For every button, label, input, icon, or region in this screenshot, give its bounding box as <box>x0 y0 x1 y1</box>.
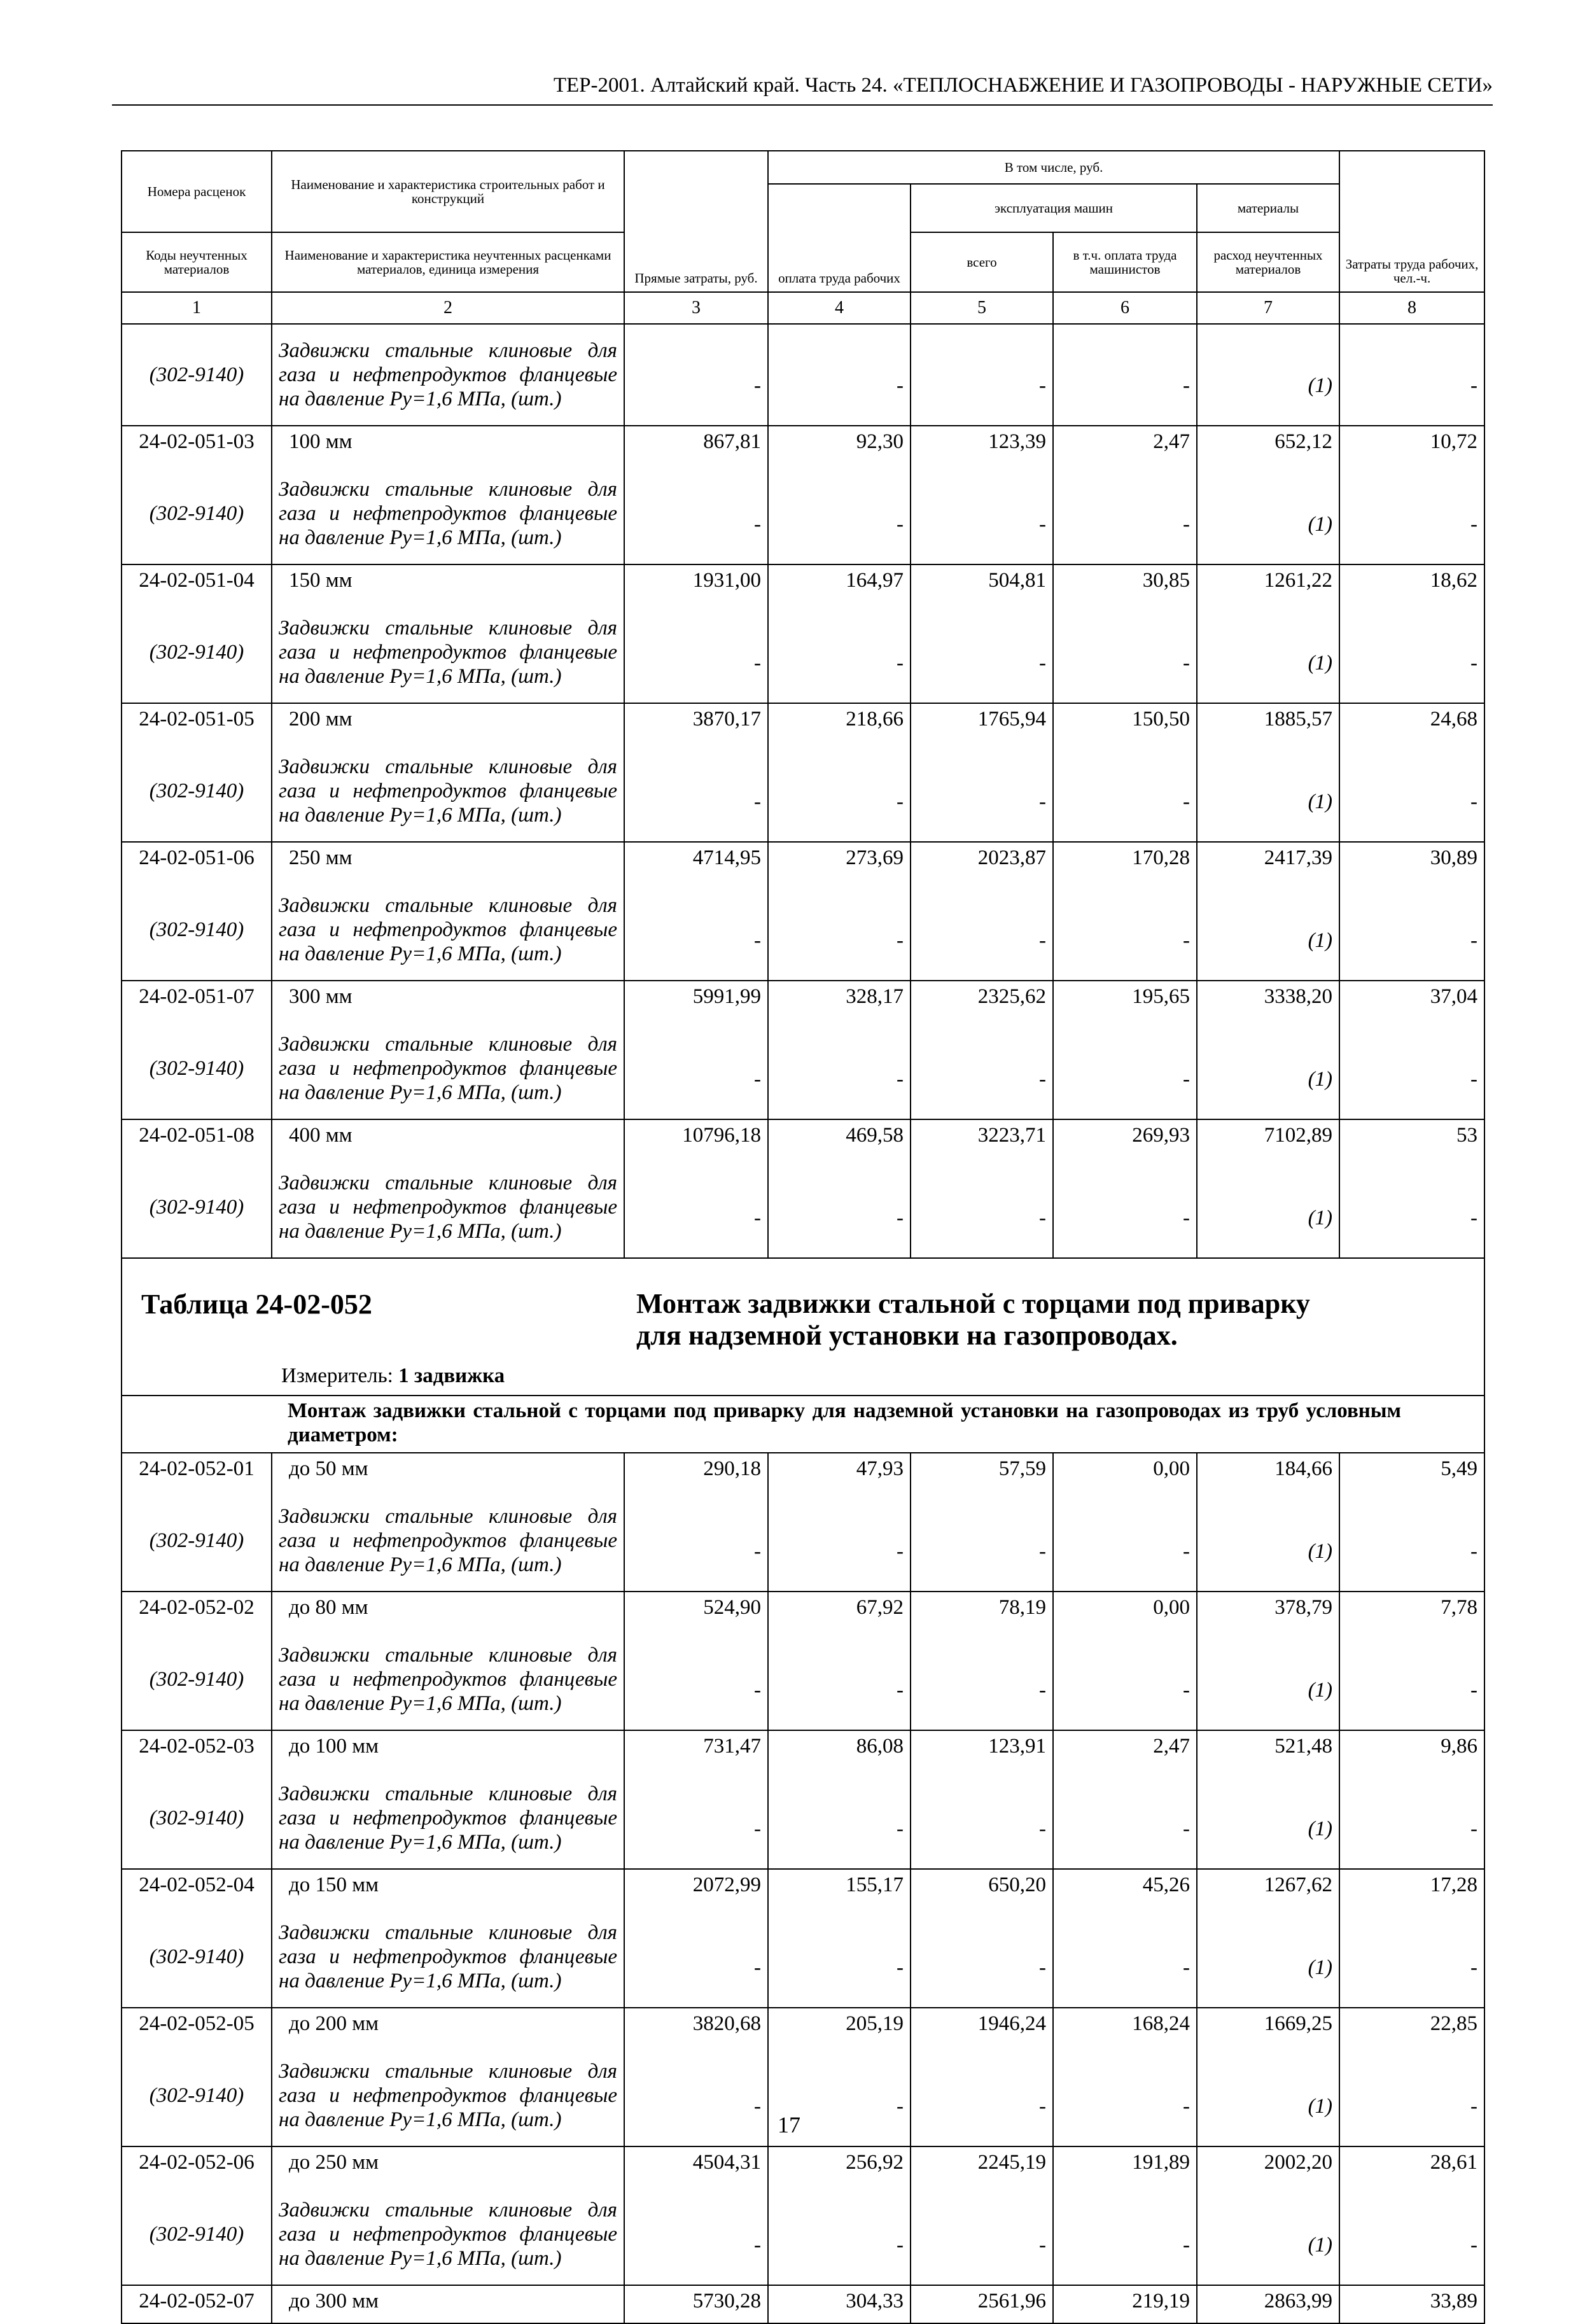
price-row <box>122 1592 1484 1629</box>
labor-hours: 18,62 <box>1339 564 1484 602</box>
material-value: - <box>768 463 911 564</box>
column-number: 7 <box>1197 292 1339 324</box>
material-name: Задвижки стальные клиновые для газа и нефтепродуктов фланцевые на давление Ру=1,6 МПа, (шт.) <box>272 1768 624 1869</box>
material-value: - <box>911 602 1053 703</box>
col1-bottom-header: Коды неучтенных материалов <box>122 232 272 292</box>
labor-hours: 10,72 <box>1339 426 1484 463</box>
materials-cost: 1669,25 <box>1197 2008 1339 2045</box>
machines-header: эксплуатация машин <box>911 184 1197 232</box>
material-qty: (1) <box>1197 463 1339 564</box>
machines-total: 1946,24 <box>911 2008 1053 2045</box>
price-code: 24-02-051-06 <box>122 842 272 879</box>
price-row <box>122 1119 1484 1157</box>
material-value: - <box>768 741 911 842</box>
labor-pay: 328,17 <box>768 981 911 1018</box>
operators-pay: 191,89 <box>1053 2146 1197 2184</box>
material-value: - <box>1053 463 1197 564</box>
column-number: 3 <box>624 292 768 324</box>
material-value: - <box>624 1018 768 1119</box>
material-value: - <box>1053 741 1197 842</box>
labor-pay: 92,30 <box>768 426 911 463</box>
price-code: 24-02-052-03 <box>122 1730 272 1768</box>
direct-costs: 3870,17 <box>624 703 768 741</box>
material-value: - <box>1053 1157 1197 1258</box>
labor-hours: 17,28 <box>1339 1869 1484 1907</box>
operators-pay: 0,00 <box>1053 1453 1197 1490</box>
operators-pay: 2,47 <box>1053 426 1197 463</box>
material-value: - <box>911 879 1053 981</box>
col8-header: Затраты труда рабочих, чел.-ч. <box>1339 151 1484 292</box>
material-value: - <box>768 324 911 426</box>
machines-total: 2245,19 <box>911 2146 1053 2184</box>
materials-cost: 652,12 <box>1197 426 1339 463</box>
column-number: 4 <box>768 292 911 324</box>
material-name: Задвижки стальные клиновые для газа и нефтепродуктов фланцевые на давление Ру=1,6 МПа, (шт.) <box>272 2045 624 2146</box>
labor-pay: 304,33 <box>768 2285 911 2323</box>
price-row <box>122 426 1484 463</box>
materials-cost: 1261,22 <box>1197 564 1339 602</box>
material-value: - <box>768 879 911 981</box>
column-numbers-row <box>122 292 1484 324</box>
direct-costs: 5991,99 <box>624 981 768 1018</box>
material-value: - <box>1053 2184 1197 2285</box>
material-value: - <box>768 2184 911 2285</box>
column-number: 1 <box>122 292 272 324</box>
page-number: 17 <box>778 2112 800 2138</box>
material-code: (302-9140) <box>122 1018 272 1119</box>
materials-cost: 1885,57 <box>1197 703 1339 741</box>
materials-cost: 2863,99 <box>1197 2285 1339 2323</box>
direct-costs: 867,81 <box>624 426 768 463</box>
material-code: (302-9140) <box>122 2045 272 2146</box>
machines-total: 650,20 <box>911 1869 1053 1907</box>
material-value: - <box>911 2045 1053 2146</box>
price-code: 24-02-052-05 <box>122 2008 272 2045</box>
price-name: 400 мм <box>272 1119 624 1157</box>
price-code: 24-02-051-03 <box>122 426 272 463</box>
material-code: (302-9140) <box>122 1768 272 1869</box>
table-title-line: Монтаж задвижки стальной с торцами под приварку <box>636 1288 1310 1319</box>
material-value: - <box>624 741 768 842</box>
material-row <box>122 1907 1484 2008</box>
machines-total: 504,81 <box>911 564 1053 602</box>
operators-pay: 30,85 <box>1053 564 1197 602</box>
operators-pay: 195,65 <box>1053 981 1197 1018</box>
material-row <box>122 2184 1484 2285</box>
material-code: (302-9140) <box>122 463 272 564</box>
price-name: до 200 мм <box>272 2008 624 2045</box>
price-row <box>122 842 1484 879</box>
labor-hours: 5,49 <box>1339 1453 1484 1490</box>
labor-pay: 164,97 <box>768 564 911 602</box>
material-value: - <box>1053 1907 1197 2008</box>
material-value: - <box>768 2045 911 2146</box>
price-code: 24-02-052-02 <box>122 1592 272 1629</box>
material-name: Задвижки стальные клиновые для газа и нефтепродуктов фланцевые на давление Ру=1,6 МПа, (шт.) <box>272 324 624 426</box>
material-qty: (1) <box>1197 1907 1339 2008</box>
material-qty: (1) <box>1197 2045 1339 2146</box>
material-value: - <box>1339 879 1484 981</box>
table-title-line: для надземной установки на газопроводах. <box>636 1320 1178 1351</box>
material-value: - <box>911 1490 1053 1592</box>
direct-costs: 524,90 <box>624 1592 768 1629</box>
material-code: (302-9140) <box>122 1490 272 1592</box>
machines-total: 3223,71 <box>911 1119 1053 1157</box>
col5-header: всего <box>911 232 1053 292</box>
labor-hours: 7,78 <box>1339 1592 1484 1629</box>
material-qty: (1) <box>1197 879 1339 981</box>
material-value: - <box>1053 1629 1197 1730</box>
material-qty: (1) <box>1197 324 1339 426</box>
labor-pay: 273,69 <box>768 842 911 879</box>
column-number: 5 <box>911 292 1053 324</box>
material-row <box>122 1157 1484 1258</box>
price-row <box>122 1730 1484 1768</box>
material-qty: (1) <box>1197 1768 1339 1869</box>
price-row <box>122 703 1484 741</box>
material-value: - <box>768 1490 911 1592</box>
price-code: 24-02-051-04 <box>122 564 272 602</box>
price-name: 200 мм <box>272 703 624 741</box>
material-value: - <box>1339 1490 1484 1592</box>
machines-total: 78,19 <box>911 1592 1053 1629</box>
labor-pay: 469,58 <box>768 1119 911 1157</box>
labor-pay: 218,66 <box>768 703 911 741</box>
material-value: - <box>911 1018 1053 1119</box>
material-value: - <box>1053 2045 1197 2146</box>
material-code: (302-9140) <box>122 602 272 703</box>
material-value: - <box>1339 1018 1484 1119</box>
material-code: (302-9140) <box>122 324 272 426</box>
material-name: Задвижки стальные клиновые для газа и нефтепродуктов фланцевые на давление Ру=1,6 МПа, (шт.) <box>272 2184 624 2285</box>
material-value: - <box>768 1018 911 1119</box>
direct-costs: 10796,18 <box>624 1119 768 1157</box>
material-value: - <box>911 2184 1053 2285</box>
material-row <box>122 1768 1484 1869</box>
operators-pay: 0,00 <box>1053 1592 1197 1629</box>
price-name: до 100 мм <box>272 1730 624 1768</box>
labor-hours: 22,85 <box>1339 2008 1484 2045</box>
labor-hours: 30,89 <box>1339 842 1484 879</box>
material-value: - <box>1339 741 1484 842</box>
labor-pay: 256,92 <box>768 2146 911 2184</box>
materials-cost: 1267,62 <box>1197 1869 1339 1907</box>
material-row <box>122 1629 1484 1730</box>
material-name: Задвижки стальные клиновые для газа и нефтепродуктов фланцевые на давление Ру=1,6 МПа, (шт.) <box>272 1629 624 1730</box>
material-qty: (1) <box>1197 1157 1339 1258</box>
direct-costs: 4504,31 <box>624 2146 768 2184</box>
material-value: - <box>624 324 768 426</box>
including-header: В том числе, руб. <box>768 151 1339 184</box>
material-value: - <box>624 1907 768 2008</box>
labor-pay: 155,17 <box>768 1869 911 1907</box>
material-value: - <box>768 1768 911 1869</box>
materials-cost: 3338,20 <box>1197 981 1339 1018</box>
material-row <box>122 324 1484 426</box>
material-value: - <box>768 1629 911 1730</box>
material-value: - <box>624 1768 768 1869</box>
col1-top-header: Номера расценок <box>122 151 272 232</box>
material-row <box>122 1018 1484 1119</box>
measure <box>281 1364 505 1388</box>
material-value: - <box>768 1907 911 2008</box>
price-code: 24-02-052-07 <box>122 2285 272 2323</box>
material-code: (302-9140) <box>122 1629 272 1730</box>
material-value: - <box>1339 1157 1484 1258</box>
material-qty: (1) <box>1197 741 1339 842</box>
operators-pay: 45,26 <box>1053 1869 1197 1907</box>
material-name: Задвижки стальные клиновые для газа и нефтепродуктов фланцевые на давление Ру=1,6 МПа, (шт.) <box>272 1018 624 1119</box>
material-value: - <box>1053 1768 1197 1869</box>
col4-header: оплата труда рабочих <box>768 184 911 292</box>
col2-bottom-header: Наименование и характеристика неучтенных расценками материалов, единица измерения <box>272 232 624 292</box>
material-name: Задвижки стальные клиновые для газа и нефтепродуктов фланцевые на давление Ру=1,6 МПа, (шт.) <box>272 463 624 564</box>
operators-pay: 2,47 <box>1053 1730 1197 1768</box>
price-name: 100 мм <box>272 426 624 463</box>
material-code: (302-9140) <box>122 1907 272 2008</box>
machines-total: 2561,96 <box>911 2285 1053 2323</box>
price-row <box>122 1453 1484 1490</box>
group-header-row <box>122 1396 1484 1453</box>
material-value: - <box>624 602 768 703</box>
price-row <box>122 564 1484 602</box>
operators-pay: 269,93 <box>1053 1119 1197 1157</box>
material-value: - <box>911 1768 1053 1869</box>
materials-header: материалы <box>1197 184 1339 232</box>
material-value: - <box>1053 879 1197 981</box>
operators-pay: 150,50 <box>1053 703 1197 741</box>
labor-pay: 86,08 <box>768 1730 911 1768</box>
material-value: - <box>911 463 1053 564</box>
price-row <box>122 2008 1484 2045</box>
labor-hours: 37,04 <box>1339 981 1484 1018</box>
price-name: до 250 мм <box>272 2146 624 2184</box>
machines-total: 2023,87 <box>911 842 1053 879</box>
direct-costs: 3820,68 <box>624 2008 768 2045</box>
material-row <box>122 463 1484 564</box>
price-name: 250 мм <box>272 842 624 879</box>
direct-costs: 4714,95 <box>624 842 768 879</box>
price-name: до 300 мм <box>272 2285 624 2323</box>
material-value: - <box>768 602 911 703</box>
material-row <box>122 602 1484 703</box>
material-value: - <box>1339 324 1484 426</box>
machines-total: 57,59 <box>911 1453 1053 1490</box>
material-qty: (1) <box>1197 2184 1339 2285</box>
material-qty: (1) <box>1197 1490 1339 1592</box>
material-value: - <box>911 741 1053 842</box>
materials-cost: 2002,20 <box>1197 2146 1339 2184</box>
material-value: - <box>1339 1907 1484 2008</box>
material-row <box>122 1490 1484 1592</box>
material-value: - <box>1339 463 1484 564</box>
materials-cost: 2417,39 <box>1197 842 1339 879</box>
table-title <box>636 1288 1310 1352</box>
price-name: 150 мм <box>272 564 624 602</box>
material-value: - <box>911 1629 1053 1730</box>
labor-hours: 53 <box>1339 1119 1484 1157</box>
table-title-row <box>122 1258 1484 1396</box>
price-name: 300 мм <box>272 981 624 1018</box>
material-name: Задвижки стальные клиновые для газа и нефтепродуктов фланцевые на давление Ру=1,6 МПа, (шт.) <box>272 741 624 842</box>
labor-hours: 28,61 <box>1339 2146 1484 2184</box>
material-name: Задвижки стальные клиновые для газа и нефтепродуктов фланцевые на давление Ру=1,6 МПа, (шт.) <box>272 602 624 703</box>
material-value: - <box>911 1907 1053 2008</box>
machines-total: 2325,62 <box>911 981 1053 1018</box>
material-value: - <box>1339 602 1484 703</box>
machines-total: 1765,94 <box>911 703 1053 741</box>
operators-pay: 219,19 <box>1053 2285 1197 2323</box>
material-value: - <box>1053 1490 1197 1592</box>
materials-cost: 184,66 <box>1197 1453 1339 1490</box>
labor-pay: 67,92 <box>768 1592 911 1629</box>
material-value: - <box>768 1157 911 1258</box>
material-value: - <box>624 1490 768 1592</box>
price-table <box>121 150 1485 2324</box>
material-value: - <box>1339 1768 1484 1869</box>
measure-prefix: Измеритель: <box>281 1364 393 1387</box>
material-row <box>122 879 1484 981</box>
operators-pay: 168,24 <box>1053 2008 1197 2045</box>
price-code: 24-02-052-04 <box>122 1869 272 1907</box>
material-qty: (1) <box>1197 1018 1339 1119</box>
material-qty: (1) <box>1197 602 1339 703</box>
material-code: (302-9140) <box>122 2184 272 2285</box>
material-name: Задвижки стальные клиновые для газа и нефтепродуктов фланцевые на давление Ру=1,6 МПа, (шт.) <box>272 1907 624 2008</box>
running-header: ТЕР-2001. Алтайский край. Часть 24. «ТЕПЛОСНАБЖЕНИЕ И ГАЗОПРОВОДЫ - НАРУЖНЫЕ СЕТИ» <box>112 66 1493 106</box>
price-row <box>122 2285 1484 2323</box>
material-value: - <box>624 2184 768 2285</box>
material-value: - <box>1053 1018 1197 1119</box>
operators-pay: 170,28 <box>1053 842 1197 879</box>
price-row <box>122 981 1484 1018</box>
material-value: - <box>624 879 768 981</box>
col3-header: Прямые затраты, руб. <box>624 151 768 292</box>
direct-costs: 1931,00 <box>624 564 768 602</box>
col2-top-header: Наименование и характеристика строительных работ и конструкций <box>272 151 624 232</box>
price-code: 24-02-051-05 <box>122 703 272 741</box>
price-row <box>122 2146 1484 2184</box>
price-code: 24-02-051-07 <box>122 981 272 1018</box>
price-row <box>122 1869 1484 1907</box>
material-value: - <box>1053 602 1197 703</box>
material-qty: (1) <box>1197 1629 1339 1730</box>
machines-total: 123,91 <box>911 1730 1053 1768</box>
material-value: - <box>911 324 1053 426</box>
measure-value: 1 задвижка <box>398 1364 505 1387</box>
table-label: Таблица 24-02-052 <box>141 1289 372 1320</box>
direct-costs: 5730,28 <box>624 2285 768 2323</box>
labor-hours: 33,89 <box>1339 2285 1484 2323</box>
direct-costs: 290,18 <box>624 1453 768 1490</box>
direct-costs: 2072,99 <box>624 1869 768 1907</box>
material-name: Задвижки стальные клиновые для газа и нефтепродуктов фланцевые на давление Ру=1,6 МПа, (шт.) <box>272 1157 624 1258</box>
material-value: - <box>624 2045 768 2146</box>
column-number: 2 <box>272 292 624 324</box>
labor-hours: 24,68 <box>1339 703 1484 741</box>
material-value: - <box>1339 1629 1484 1730</box>
material-value: - <box>624 1157 768 1258</box>
material-value: - <box>624 1629 768 1730</box>
material-row <box>122 741 1484 842</box>
material-value: - <box>911 1157 1053 1258</box>
price-code: 24-02-052-06 <box>122 2146 272 2184</box>
material-code: (302-9140) <box>122 1157 272 1258</box>
col6-header: в т.ч. оплата труда машинистов <box>1053 232 1197 292</box>
price-code: 24-02-052-01 <box>122 1453 272 1490</box>
material-value: - <box>1053 324 1197 426</box>
price-name: до 50 мм <box>272 1453 624 1490</box>
materials-cost: 7102,89 <box>1197 1119 1339 1157</box>
col7-header: расход неучтенных материалов <box>1197 232 1339 292</box>
material-code: (302-9140) <box>122 741 272 842</box>
group-header: Монтаж задвижки стальной с торцами под приварку для надземной установки на газопроводах из труб условным диаметром: <box>288 1399 1402 1446</box>
labor-pay: 47,93 <box>768 1453 911 1490</box>
labor-hours: 9,86 <box>1339 1730 1484 1768</box>
direct-costs: 731,47 <box>624 1730 768 1768</box>
column-number: 6 <box>1053 292 1197 324</box>
materials-cost: 378,79 <box>1197 1592 1339 1629</box>
column-number: 8 <box>1339 292 1484 324</box>
labor-pay: 205,19 <box>768 2008 911 2045</box>
price-name: до 150 мм <box>272 1869 624 1907</box>
material-code: (302-9140) <box>122 879 272 981</box>
price-code: 24-02-051-08 <box>122 1119 272 1157</box>
material-name: Задвижки стальные клиновые для газа и нефтепродуктов фланцевые на давление Ру=1,6 МПа, (шт.) <box>272 879 624 981</box>
material-value: - <box>624 463 768 564</box>
material-value: - <box>1339 2045 1484 2146</box>
machines-total: 123,39 <box>911 426 1053 463</box>
material-value: - <box>1339 2184 1484 2285</box>
material-name: Задвижки стальные клиновые для газа и нефтепродуктов фланцевые на давление Ру=1,6 МПа, (шт.) <box>272 1490 624 1592</box>
materials-cost: 521,48 <box>1197 1730 1339 1768</box>
price-name: до 80 мм <box>272 1592 624 1629</box>
